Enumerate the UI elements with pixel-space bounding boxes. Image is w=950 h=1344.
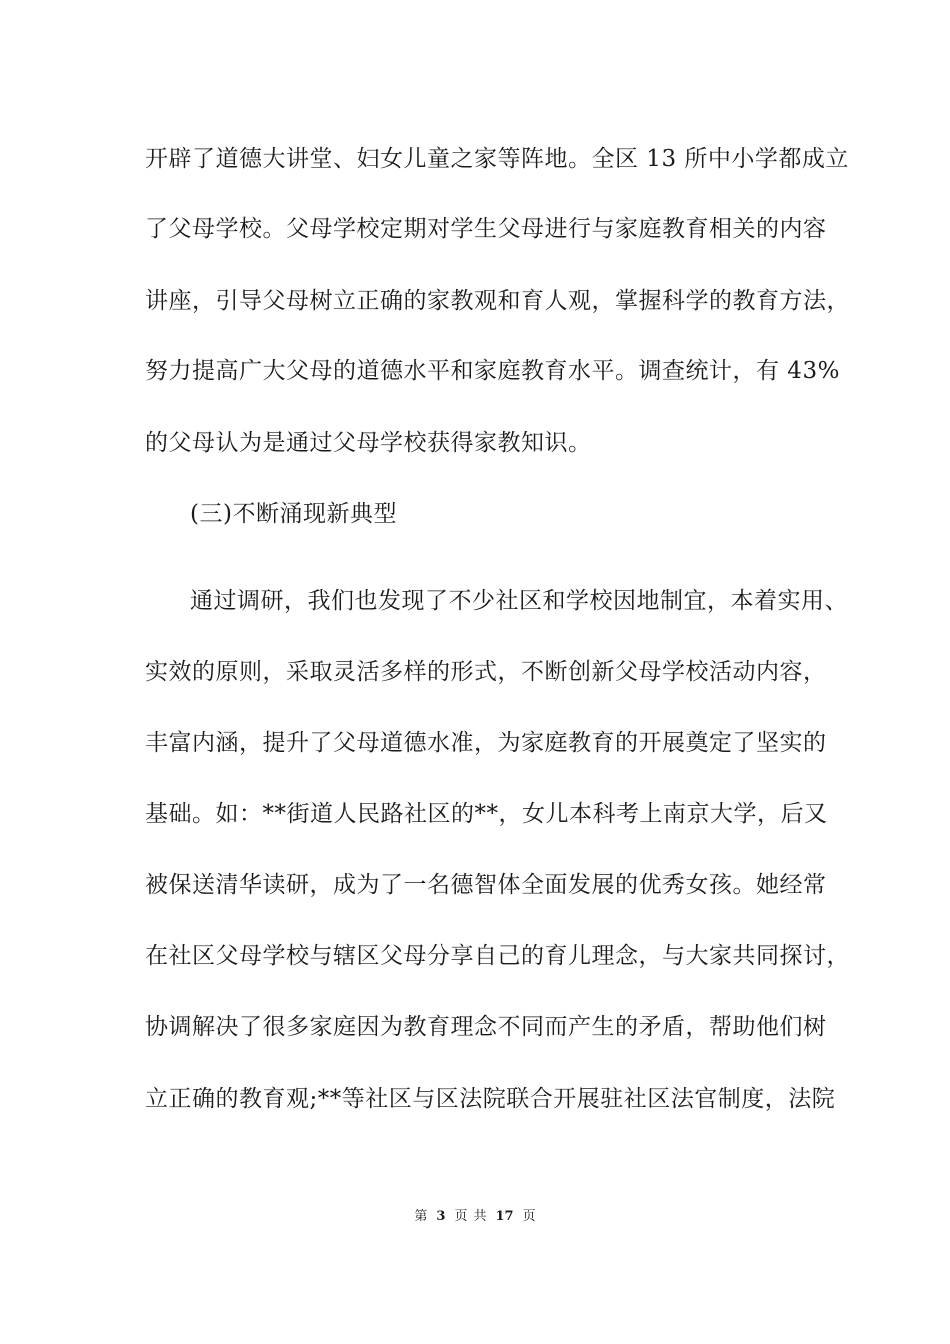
paragraph-line: 努力提高广大父母的道德水平和家庭教育水平。调查统计，有 43%: [145, 358, 840, 384]
paragraph-line: 的父母认为是通过父母学校获得家教知识。: [145, 430, 592, 456]
paragraph-line: 讲座，引导父母树立正确的家教观和育人观，掌握科学的教育方法，: [145, 288, 850, 314]
paragraph-line: 协调解决了很多家庭因为教育理念不同而产生的矛盾，帮助他们树: [145, 1014, 827, 1040]
paragraph-line: 基础。如：**街道人民路社区的**，女儿本科考上南京大学，后又: [145, 801, 828, 827]
paragraph-line: 了父母学校。父母学校定期对学生父母进行与家庭教育相关的内容: [145, 216, 827, 242]
page-footer: [0, 1208, 950, 1226]
paragraph-line: 实效的原则，采取灵活多样的形式，不断创新父母学校活动内容，: [145, 659, 827, 685]
footer-suffix: 页: [522, 1209, 536, 1224]
paragraph-line: 通过调研，我们也发现了不少社区和学校因地制宜，本着实用、: [190, 588, 848, 614]
footer-prefix: 第: [414, 1209, 428, 1224]
total-page-number: 17: [495, 1209, 514, 1224]
paragraph-line: 立正确的教育观;**等社区与区法院联合开展驻社区法官制度，法院: [145, 1086, 836, 1112]
paragraph-line: 被保送清华读研，成为了一名德智体全面发展的优秀女孩。她经常: [145, 872, 827, 898]
current-page-number: 3: [436, 1209, 446, 1224]
footer-page-word: 页: [454, 1209, 468, 1224]
paragraph-line: 开辟了道德大讲堂、妇女儿童之家等阵地。全区 13 所中小学都成立: [145, 146, 849, 172]
paragraph-line: 丰富内涵，提升了父母道德水准，为家庭教育的开展奠定了坚实的: [145, 730, 827, 756]
footer-total-word: 共: [473, 1209, 487, 1224]
section-heading: (三)不断涌现新典型: [190, 501, 397, 527]
paragraph-line: 在社区父母学校与辖区父母分享自己的育儿理念，与大家共同探讨，: [145, 943, 850, 969]
